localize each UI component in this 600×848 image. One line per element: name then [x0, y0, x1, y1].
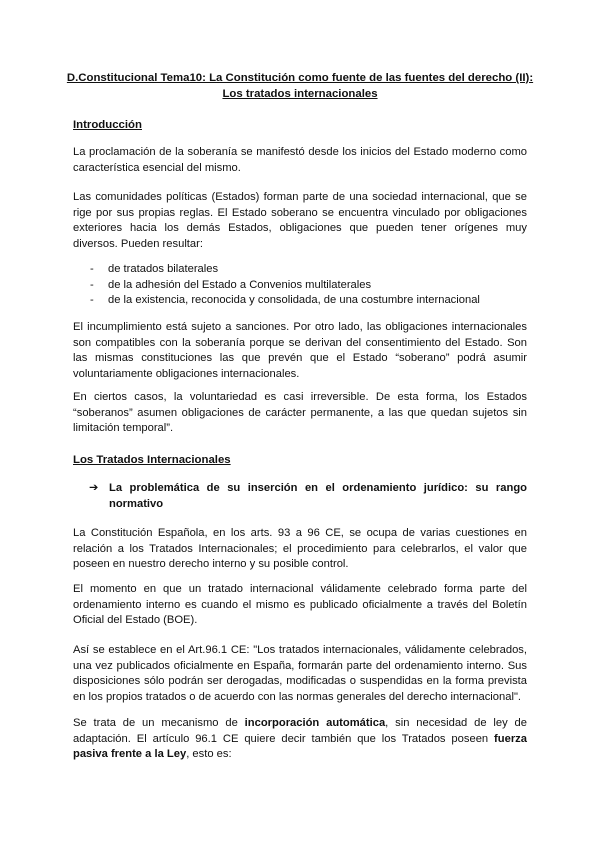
subheading-text: La problemática de su inserción en el ordenamiento jurídico: su rango normativo	[109, 482, 527, 510]
treaties-paragraph-3: Así se establece en el Art.96.1 CE: "Los tratados internacionales, válidamente celebrados, una vez publicados oficialmente en España, formarán parte del ordenamiento interno. Sus disposiciones sólo podrán ser derogadas, modificadas o suspendidas en la forma prevista en los propios tratados o de acuerdo con las normas generales del derecho internacional".	[73, 644, 527, 703]
title-line-2: Los tratados internacionales	[222, 87, 378, 100]
intro-heading: Introducción	[73, 119, 142, 131]
arrow-icon: ➔	[89, 482, 99, 494]
document-title	[62, 71, 538, 103]
list-item-text: de tratados bilaterales	[108, 263, 219, 275]
intro-paragraph-2: Las comunidades políticas (Estados) forman parte de una sociedad internacional, que se rige por sus propias reglas. El Estado soberano se encuentra vinculado por obligaciones exteriores hacia los demás Estados, obligaciones que pueden tener orígenes muy diversos. Pueden resultar:	[73, 191, 527, 250]
list-item	[73, 262, 480, 278]
treaties-paragraph-2: El momento en que un tratado internacional válidamente celebrado forma parte del ordenamiento interno es cuando el mismo es publicado oficialmente a través del Boletín Oficial del Estado (BOE).	[73, 583, 527, 627]
paragraph-text: Se trata de un mecanismo de	[73, 717, 245, 729]
obligation-sources-list	[73, 262, 480, 309]
intro-paragraph-3: El incumplimiento está sujeto a sanciones. Por otro lado, las obligaciones internacionales son compatibles con la soberanía porque se derivan del consentimiento del Estado. Son las mismas constituciones las que prevén que el Estado “soberano” podrá asumir voluntariamente obligaciones internacionales.	[73, 321, 527, 380]
title-line-1: D.Constitucional Tema10: La Constitución como fuente de las fuentes del derecho (II):	[66, 72, 534, 84]
list-item	[73, 278, 480, 294]
intro-paragraph-4: En ciertos casos, la voluntariedad es casi irreversible. De esta forma, los Estados “soberanos” asumen obligaciones de carácter permanente, a las que quedan sujetos sin limitación temporal”.	[73, 391, 527, 435]
paragraph-text: , sin necesidad de ley de adaptación. El artículo 96.1 CE quiere decir también que los Tratados poseen	[73, 717, 527, 745]
treaties-paragraph-4	[73, 716, 527, 763]
emphasis-text: incorporación automática	[244, 717, 386, 729]
list-dash: -	[90, 294, 94, 307]
treaties-paragraph-1: La Constitución Española, en los arts. 93 a 96 CE, se ocupa de varias cuestiones en relación a los Tratados Internacionales; el procedimiento para celebrarlos, el valor que poseen en nuestro derecho interno y su posible control.	[73, 527, 527, 571]
emphasis-text: fuerza pasiva frente a la Ley	[73, 732, 527, 761]
list-dash: -	[90, 263, 94, 275]
list-item-text: de la adhesión del Estado a Convenios multilaterales	[108, 278, 372, 291]
intro-paragraph-1: La proclamación de la soberanía se manifestó desde los inicios del Estado moderno como característica esencial del mismo.	[73, 146, 527, 174]
treaties-subheading	[89, 481, 527, 512]
list-item	[73, 293, 480, 309]
list-dash: -	[90, 278, 94, 291]
list-item-text: de la existencia, reconocida y consolidada, de una costumbre internacional	[108, 294, 480, 307]
paragraph-text: , esto es:	[186, 748, 232, 761]
treaties-heading: Los Tratados Internacionales	[73, 454, 231, 466]
